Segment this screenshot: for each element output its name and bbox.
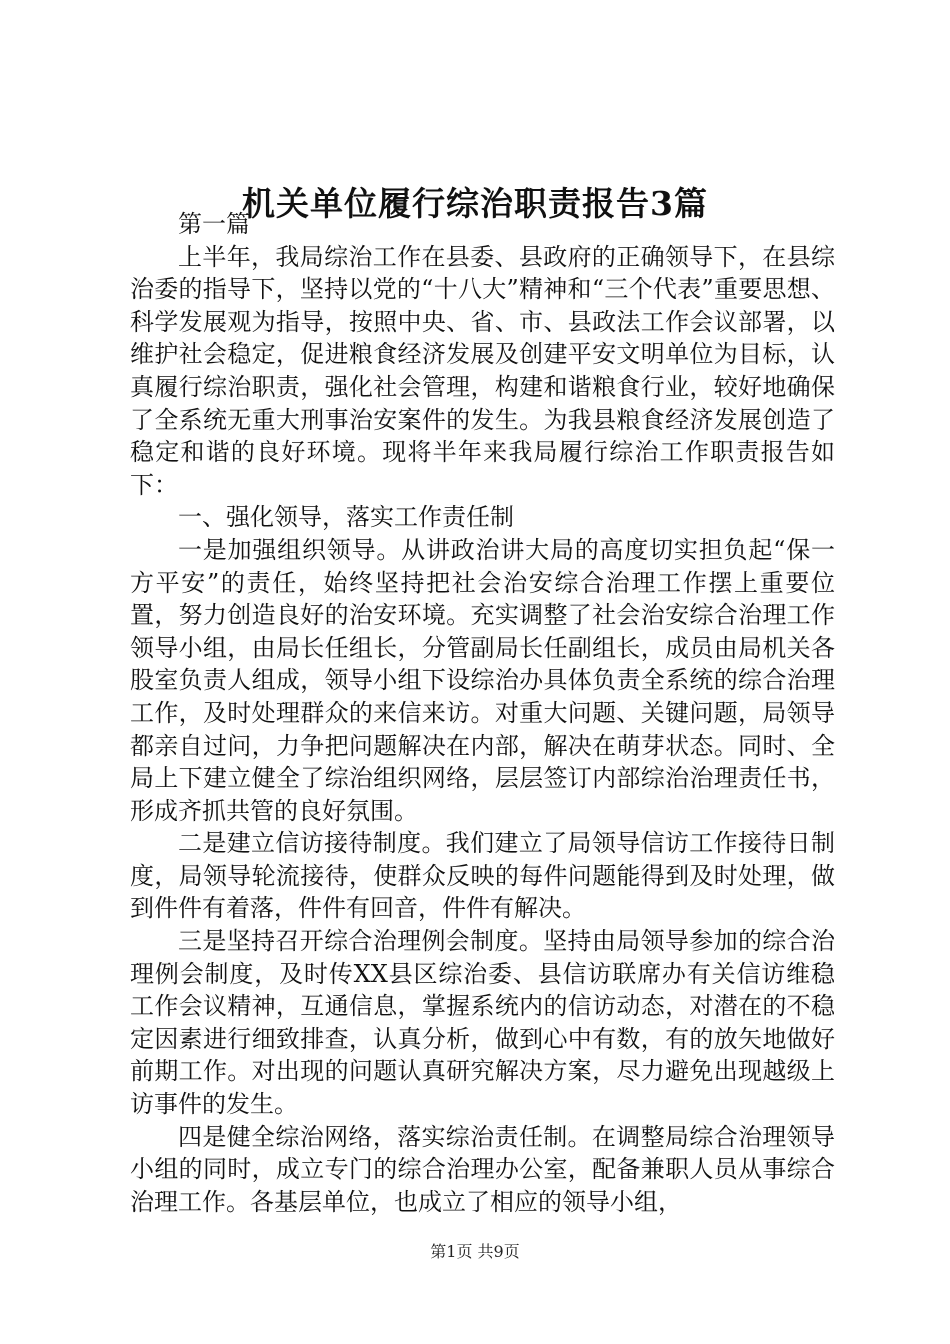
paragraph-intro: 上半年，我局综治工作在县委、县政府的正确领导下，在县综治委的指导下，坚持以党的“十八大”精神和“三个代表”重要思想、科学发展观为指导，按照中央、省、市、县政法工作会议部署，以维护社会稳定，促进粮食经济发展及创建平安文明单位为目标，认真履行综治职责，强化社会管理，构建和谐粮食行业，较好地确保了全系统无重大刑事治安案件的发生。为我县粮食经济发展创造了稳定和谐的良好环境。现将半年来我局履行综治工作职责报告如下： <box>130 242 835 499</box>
paragraph-point-2: 二是建立信访接待制度。我们建立了局领导信访工作接待日制度，局领导轮流接待，使群众反映的每件问题能得到及时处理，做到件件有着落，件件有回音，件件有解决。 <box>130 829 835 923</box>
section-heading-1: 一、强化领导，落实工作责任制 <box>178 503 514 532</box>
section-label: 第一篇 <box>178 210 250 238</box>
paragraph-point-3: 三是坚持召开综合治理例会制度。坚持由局领导参加的综合治理例会制度，及时传XX县区综治委、县信访联席办有关信访维稳工作会议精神，互通信息，掌握系统内的信访动态，对潜在的不稳定因素进行细致排查，认真分析，做到心中有数，有的放矢地做好前期工作。对出现的问题认真研究解决方案，尽力避免出现越级上访事件的发生。 <box>130 927 835 1119</box>
document-title: 机关单位履行综治职责报告3篇 <box>242 184 708 224</box>
document-body <box>130 208 835 1218</box>
page-footer: 第1页 共9页 <box>430 1242 520 1261</box>
paragraph-point-1: 一是加强组织领导。从讲政治讲大局的高度切实担负起“保一方平安”的责任，始终坚持把社会治安综合治理工作摆上重要位置，努力创造良好的治安环境。充实调整了社会治安综合治理工作领导小组，由局长任组长，分管副局长任副组长，成员由局机关各股室负责人组成，领导小组下设综治办具体负责全系统的综合治理工作，及时处理群众的来信来访。对重大问题、关键问题，局领导都亲自过问，力争把问题解决在内部，解决在萌芽状态。同时、全局上下建立健全了综治组织网络，层层签订内部综治治理责任书，形成齐抓共管的良好氛围。 <box>130 535 835 825</box>
paragraph-point-4: 四是健全综治网络，落实综治责任制。在调整局综合治理领导小组的同时，成立专门的综合治理办公室，配备兼职人员从事综合治理工作。各基层单位，也成立了相应的领导小组， <box>130 1122 835 1216</box>
